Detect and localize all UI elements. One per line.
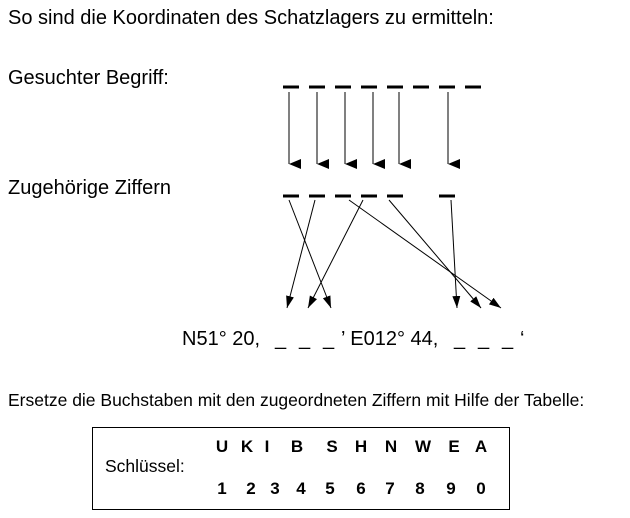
coordinate-blank-5: _: [478, 328, 490, 350]
key-digit: 5: [325, 479, 335, 498]
key-letter: U: [215, 437, 229, 456]
instruction-text: Ersetze die Buchstaben mit den zugeordneten Ziffern mit Hilfe der Tabelle:: [8, 390, 585, 410]
key-letter: W: [414, 437, 432, 456]
key-digit: 0: [476, 479, 486, 498]
key-table-label: Schlüssel:: [105, 456, 185, 476]
coordinate-suffix: ‘: [520, 328, 525, 350]
key-table: [92, 427, 510, 510]
key-letter: H: [354, 437, 368, 456]
key-digit: 6: [356, 479, 366, 498]
key-letter: K: [240, 437, 254, 456]
key-digit: 2: [246, 479, 256, 498]
arrow-diag-6: [451, 200, 457, 308]
key-letter: I: [264, 437, 270, 456]
key-letter: S: [326, 437, 338, 456]
key-digit: 1: [217, 479, 227, 498]
key-letter: E: [448, 437, 460, 456]
arrow-diag-4: [308, 200, 363, 308]
digits-label: Zugehörige Ziffern: [8, 177, 172, 199]
key-digit: 7: [385, 479, 395, 498]
key-letter: B: [290, 437, 304, 456]
key-digit: 4: [296, 479, 306, 498]
digit-to-coordinate-arrows: [287, 200, 501, 308]
key-digit: 9: [446, 479, 456, 498]
arrow-diag-3: [349, 200, 501, 308]
coordinate-blank-6: _: [502, 328, 514, 350]
arrow-diag-2: [287, 200, 315, 308]
letter-to-digit-arrows: [289, 92, 448, 164]
key-digit: 3: [270, 479, 280, 498]
key-letter: N: [384, 437, 398, 456]
term-label: Gesuchter Begriff:: [8, 67, 169, 89]
coordinate-blank-1: _: [275, 328, 287, 350]
coordinate-line: [182, 328, 524, 350]
arrow-diag-5: [389, 200, 481, 308]
coordinate-blank-4: _: [454, 328, 466, 350]
key-letter: A: [474, 437, 488, 456]
coordinate-prefix: N51° 20,: [182, 328, 266, 350]
coordinate-blank-3: _: [323, 328, 335, 350]
coordinate-mid: ’ E012° 44,: [341, 328, 444, 350]
key-digit: 8: [415, 479, 425, 498]
heading: So sind die Koordinaten des Schatzlagers zu ermitteln:: [8, 7, 494, 29]
coordinate-blank-2: _: [299, 328, 311, 350]
arrow-diag-1: [289, 200, 331, 308]
